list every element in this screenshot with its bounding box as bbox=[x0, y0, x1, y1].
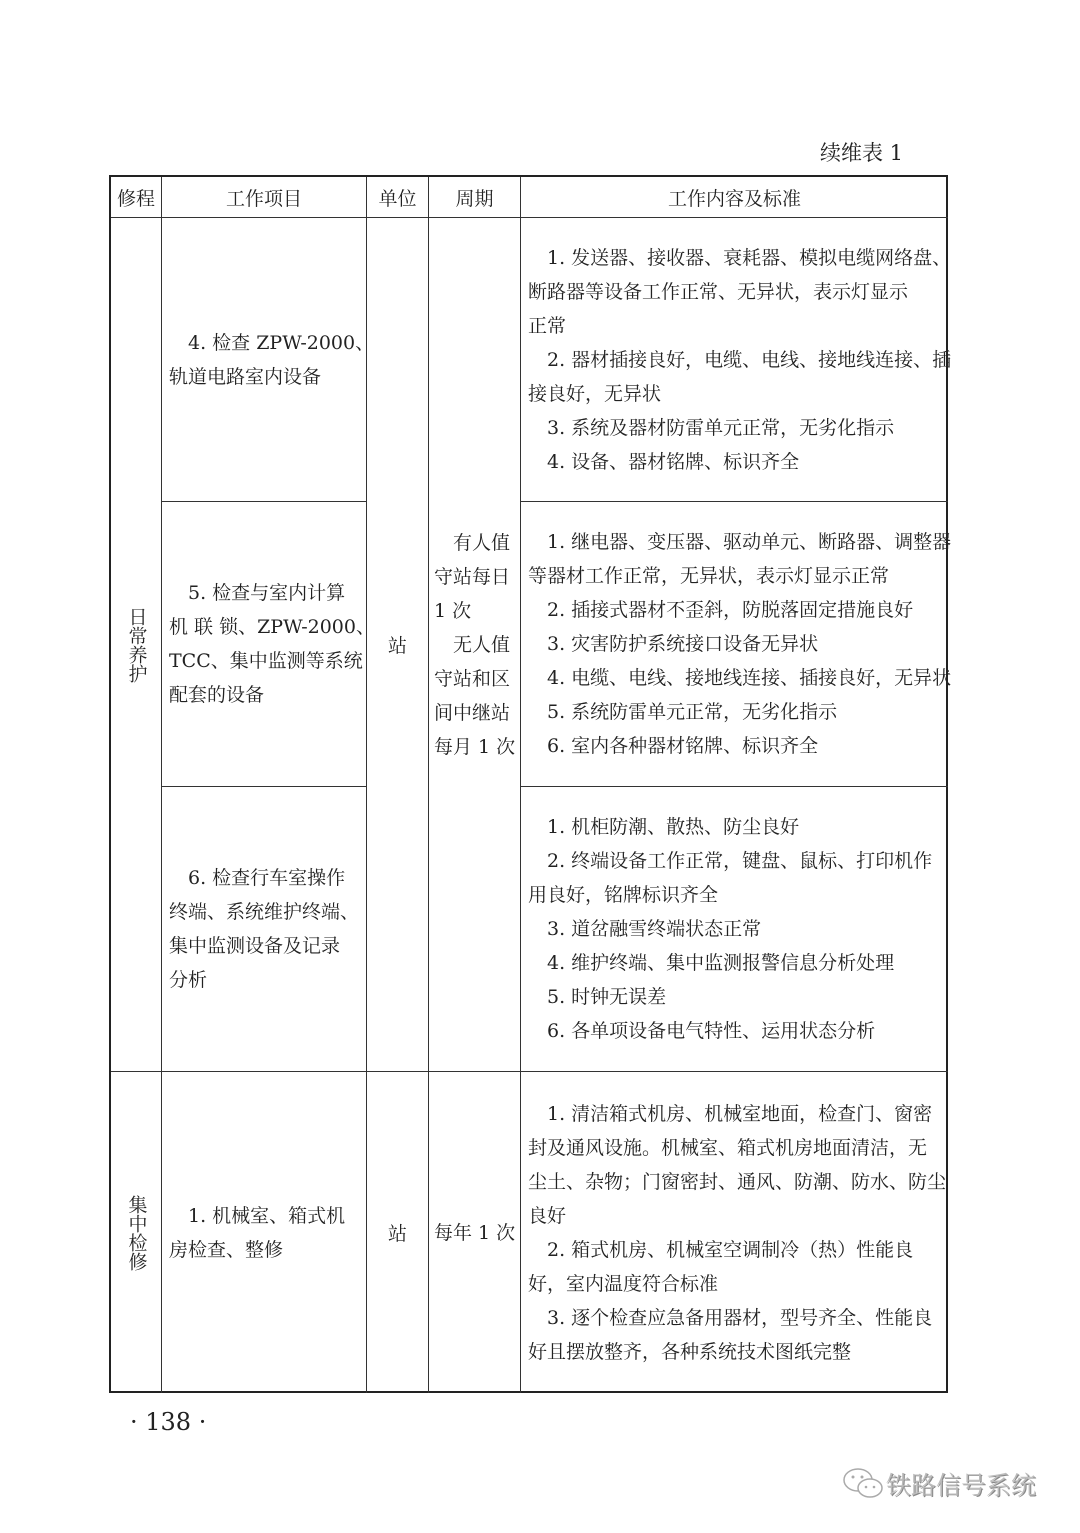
text-line: 轨道电路室内设备 bbox=[169, 365, 322, 388]
text-line: 用良好，铭牌标识齐全 bbox=[528, 884, 719, 906]
text-line: 间中继站 bbox=[434, 701, 511, 724]
work-content-cell bbox=[521, 787, 948, 1072]
text-line: 1. 发送器、接收器、衰耗器、模拟电缆网络盘、 bbox=[547, 246, 952, 269]
header-0: 修程 bbox=[111, 177, 162, 218]
text-line: 6. 各单项设备电气特性、运用状态分析 bbox=[547, 1020, 876, 1042]
period-cell bbox=[429, 218, 521, 1072]
text-line: 1. 机械室、箱式机 bbox=[188, 1204, 346, 1227]
text-line: 6. 检查行车室操作 bbox=[188, 867, 346, 889]
text-line: 1 次 bbox=[434, 599, 472, 622]
header-4: 工作内容及标准 bbox=[521, 177, 948, 218]
text-line: 守站和区 bbox=[434, 667, 511, 690]
text-line: 封及通风设施。机械室、箱式机房地面清洁，无 bbox=[528, 1136, 928, 1159]
text-line: 断路器等设备工作正常、无异状，表示灯显示 bbox=[528, 280, 909, 303]
continued-table-title: 续维表 1 bbox=[820, 141, 904, 165]
text-line: 2. 器材插接良好，电缆、电线、接地线连接、插 bbox=[547, 348, 952, 371]
text-line: 2. 终端设备工作正常，键盘、鼠标、打印机作 bbox=[547, 850, 933, 872]
text-line: 6. 室内各种器材铭牌、标识齐全 bbox=[547, 735, 819, 757]
header-2: 单位 bbox=[367, 177, 429, 218]
text-line: 终端、系统维护终端、 bbox=[169, 901, 360, 923]
work-item-cell bbox=[162, 787, 367, 1072]
text-line: 5. 系统防雷单元正常，无劣化指示 bbox=[547, 701, 838, 723]
text-line: 正常 bbox=[528, 314, 567, 337]
watermark-text: 铁路信号系统 bbox=[886, 1471, 1037, 1500]
text-line: TCC、集中监测等系统 bbox=[169, 650, 363, 672]
text-line: 机 联 锁、ZPW-2000、 bbox=[169, 616, 375, 638]
text-line: 4. 电缆、电线、接地线连接、插接良好，无异状 bbox=[547, 667, 952, 689]
work-item-cell bbox=[162, 502, 375, 787]
text-line: 1. 继电器、变压器、驱动单元、断路器、调整器 bbox=[547, 531, 952, 553]
work-content-cell bbox=[521, 1072, 948, 1393]
text-line: 3. 逐个检查应急备用器材，型号齐全、性能良 bbox=[547, 1306, 933, 1329]
unit-cell: 站 bbox=[367, 1072, 429, 1393]
work-content-cell bbox=[521, 218, 952, 502]
text-line: 有人值 bbox=[453, 531, 511, 554]
text-line: 4. 检查 ZPW-2000、 bbox=[188, 331, 375, 354]
text-line: 2. 插接式器材不歪斜，防脱落固定措施良好 bbox=[547, 599, 914, 621]
text-line: 3. 灾害防护系统接口设备无异状 bbox=[547, 633, 819, 655]
text-line: 配套的设备 bbox=[169, 684, 265, 706]
text-line: 4. 维护终端、集中监测报警信息分析处理 bbox=[547, 952, 895, 974]
text-line: 接良好，无异状 bbox=[528, 382, 662, 405]
text-line: 守站每日 bbox=[434, 565, 511, 588]
text-line: 分析 bbox=[169, 969, 208, 991]
text-line: 无人值 bbox=[453, 633, 511, 656]
period-cell bbox=[429, 1072, 521, 1393]
work-content-cell bbox=[521, 502, 952, 787]
watermark bbox=[842, 1466, 1036, 1502]
text-line: 好，室内温度符合标准 bbox=[528, 1272, 719, 1295]
text-line: 3. 道岔融雪终端状态正常 bbox=[547, 918, 762, 940]
text-line: 尘土、杂物；门窗密封、通风、防潮、防水、防尘 bbox=[528, 1170, 947, 1193]
text-line: 良好 bbox=[528, 1204, 567, 1227]
stage-cell: 日常养护 bbox=[111, 218, 162, 1072]
text-line: 4. 设备、器材铭牌、标识齐全 bbox=[547, 450, 800, 473]
text-line: 每年 1 次 bbox=[434, 1221, 516, 1244]
text-line: 1. 清洁箱式机房、机械室地面，检查门、窗密 bbox=[547, 1102, 933, 1125]
text-line: 5. 时钟无误差 bbox=[547, 986, 667, 1008]
unit-cell: 站 bbox=[367, 218, 429, 1072]
text-line: 5. 检查与室内计算 bbox=[188, 582, 346, 604]
page-number: · 138 · bbox=[130, 1408, 207, 1436]
text-line: 每月 1 次 bbox=[434, 735, 516, 758]
text-line: 房检查、整修 bbox=[169, 1238, 284, 1261]
text-line: 3. 系统及器材防雷单元正常，无劣化指示 bbox=[547, 416, 895, 439]
text-line: 2. 箱式机房、机械室空调制冷（热）性能良 bbox=[547, 1238, 914, 1261]
work-item-cell bbox=[162, 1072, 367, 1393]
wechat-icon bbox=[842, 1467, 886, 1501]
header-3: 周期 bbox=[429, 177, 521, 218]
text-line: 1. 机柜防潮、散热、防尘良好 bbox=[547, 816, 800, 838]
work-item-cell bbox=[162, 218, 375, 502]
text-line: 集中监测设备及记录 bbox=[169, 935, 341, 957]
text-line: 好且摆放整齐，各种系统技术图纸完整 bbox=[528, 1340, 852, 1363]
text-line: 等器材工作正常，无异状，表示灯显示正常 bbox=[528, 565, 890, 587]
maintenance-table bbox=[109, 175, 952, 1393]
header-1: 工作项目 bbox=[162, 177, 367, 218]
stage-cell: 集中检修 bbox=[111, 1072, 162, 1393]
